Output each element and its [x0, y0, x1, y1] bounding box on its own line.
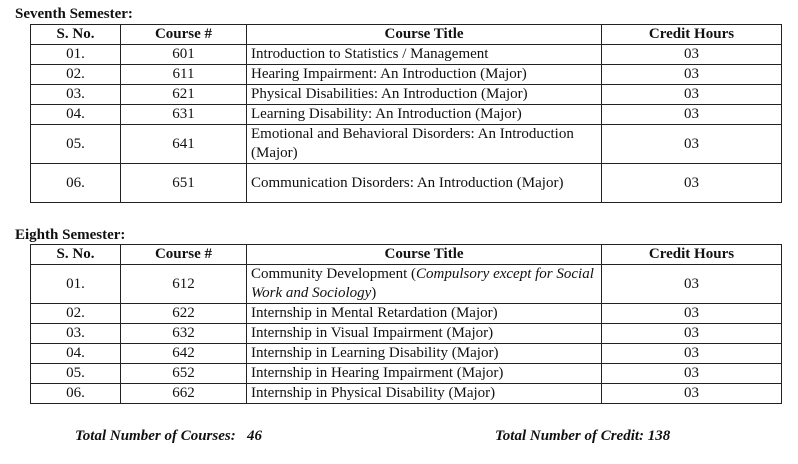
cell-credit: 03	[602, 324, 782, 344]
header-credit: Credit Hours	[602, 245, 782, 265]
cell-sno: 03.	[31, 324, 121, 344]
cell-credit: 03	[602, 125, 782, 164]
cell-sno: 01.	[31, 45, 121, 65]
cell-course: 652	[121, 364, 247, 384]
cell-sno: 06.	[31, 164, 121, 203]
cell-title: Introduction to Statistics / Management	[247, 45, 602, 65]
cell-credit: 03	[602, 304, 782, 324]
eighth-semester-table	[30, 244, 782, 404]
header-sno: S. No.	[31, 25, 121, 45]
total-credit	[495, 428, 670, 445]
table-header-row	[31, 245, 782, 265]
table-header-row	[31, 25, 782, 45]
cell-credit: 03	[602, 384, 782, 404]
total-courses	[75, 428, 262, 445]
table-row	[31, 265, 782, 304]
cell-credit: 03	[602, 344, 782, 364]
cell-credit: 03	[602, 45, 782, 65]
header-course: Course #	[121, 25, 247, 45]
total-courses-label: Total Number of Courses:	[75, 428, 236, 444]
table-row	[31, 105, 782, 125]
header-title: Course Title	[247, 25, 602, 45]
table-row	[31, 344, 782, 364]
header-course: Course #	[121, 245, 247, 265]
cell-credit: 03	[602, 105, 782, 125]
cell-sno: 06.	[31, 384, 121, 404]
cell-sno: 04.	[31, 344, 121, 364]
table-row	[31, 384, 782, 404]
cell-title	[247, 265, 602, 304]
table-row	[31, 45, 782, 65]
seventh-semester-table	[30, 24, 782, 203]
cell-title: Communication Disorders: An Introduction (Major)	[247, 164, 602, 203]
cell-sno: 05.	[31, 364, 121, 384]
eighth-semester-heading: Eighth Semester:	[15, 227, 126, 243]
cell-course: 601	[121, 45, 247, 65]
total-credit-value: 138	[647, 428, 671, 444]
cell-sno: 04.	[31, 105, 121, 125]
cell-title: Internship in Physical Disability (Major)	[247, 384, 602, 404]
cell-title: Learning Disability: An Introduction (Major)	[247, 105, 602, 125]
cell-credit: 03	[602, 65, 782, 85]
cell-sno: 01.	[31, 265, 121, 304]
table-row	[31, 324, 782, 344]
table-row	[31, 364, 782, 384]
cell-sno: 05.	[31, 125, 121, 164]
cell-credit: 03	[602, 164, 782, 203]
cell-title: Internship in Learning Disability (Major)	[247, 344, 602, 364]
cell-credit: 03	[602, 85, 782, 105]
title-italic-note: Compulsory except for Social Work and Sociology	[251, 266, 594, 301]
table-row	[31, 164, 782, 203]
cell-title: Hearing Impairment: An Introduction (Major)	[247, 65, 602, 85]
header-sno: S. No.	[31, 245, 121, 265]
header-title: Course Title	[247, 245, 602, 265]
header-credit: Credit Hours	[602, 25, 782, 45]
cell-title: Internship in Hearing Impairment (Major)	[247, 364, 602, 384]
cell-course: 622	[121, 304, 247, 324]
cell-course: 621	[121, 85, 247, 105]
table-row	[31, 65, 782, 85]
cell-title: Internship in Visual Impairment (Major)	[247, 324, 602, 344]
cell-credit: 03	[602, 364, 782, 384]
cell-credit: 03	[602, 265, 782, 304]
cell-course: 631	[121, 105, 247, 125]
total-credit-label: Total Number of Credit:	[495, 428, 645, 444]
table-row	[31, 125, 782, 164]
cell-course: 641	[121, 125, 247, 164]
cell-course: 662	[121, 384, 247, 404]
cell-sno: 02.	[31, 65, 121, 85]
cell-course: 642	[121, 344, 247, 364]
cell-course: 611	[121, 65, 247, 85]
cell-sno: 03.	[31, 85, 121, 105]
cell-title: Emotional and Behavioral Disorders: An Introduction (Major)	[247, 125, 602, 164]
cell-course: 612	[121, 265, 247, 304]
cell-title: Physical Disabilities: An Introduction (Major)	[247, 85, 602, 105]
seventh-semester-heading: Seventh Semester:	[15, 6, 133, 22]
cell-title: Internship in Mental Retardation (Major)	[247, 304, 602, 324]
cell-course: 632	[121, 324, 247, 344]
total-courses-value: 46	[246, 428, 262, 444]
table-row	[31, 85, 782, 105]
table-row	[31, 304, 782, 324]
cell-course: 651	[121, 164, 247, 203]
title-text-end: )	[371, 285, 377, 301]
cell-sno: 02.	[31, 304, 121, 324]
title-text: Community Development (	[251, 266, 416, 282]
